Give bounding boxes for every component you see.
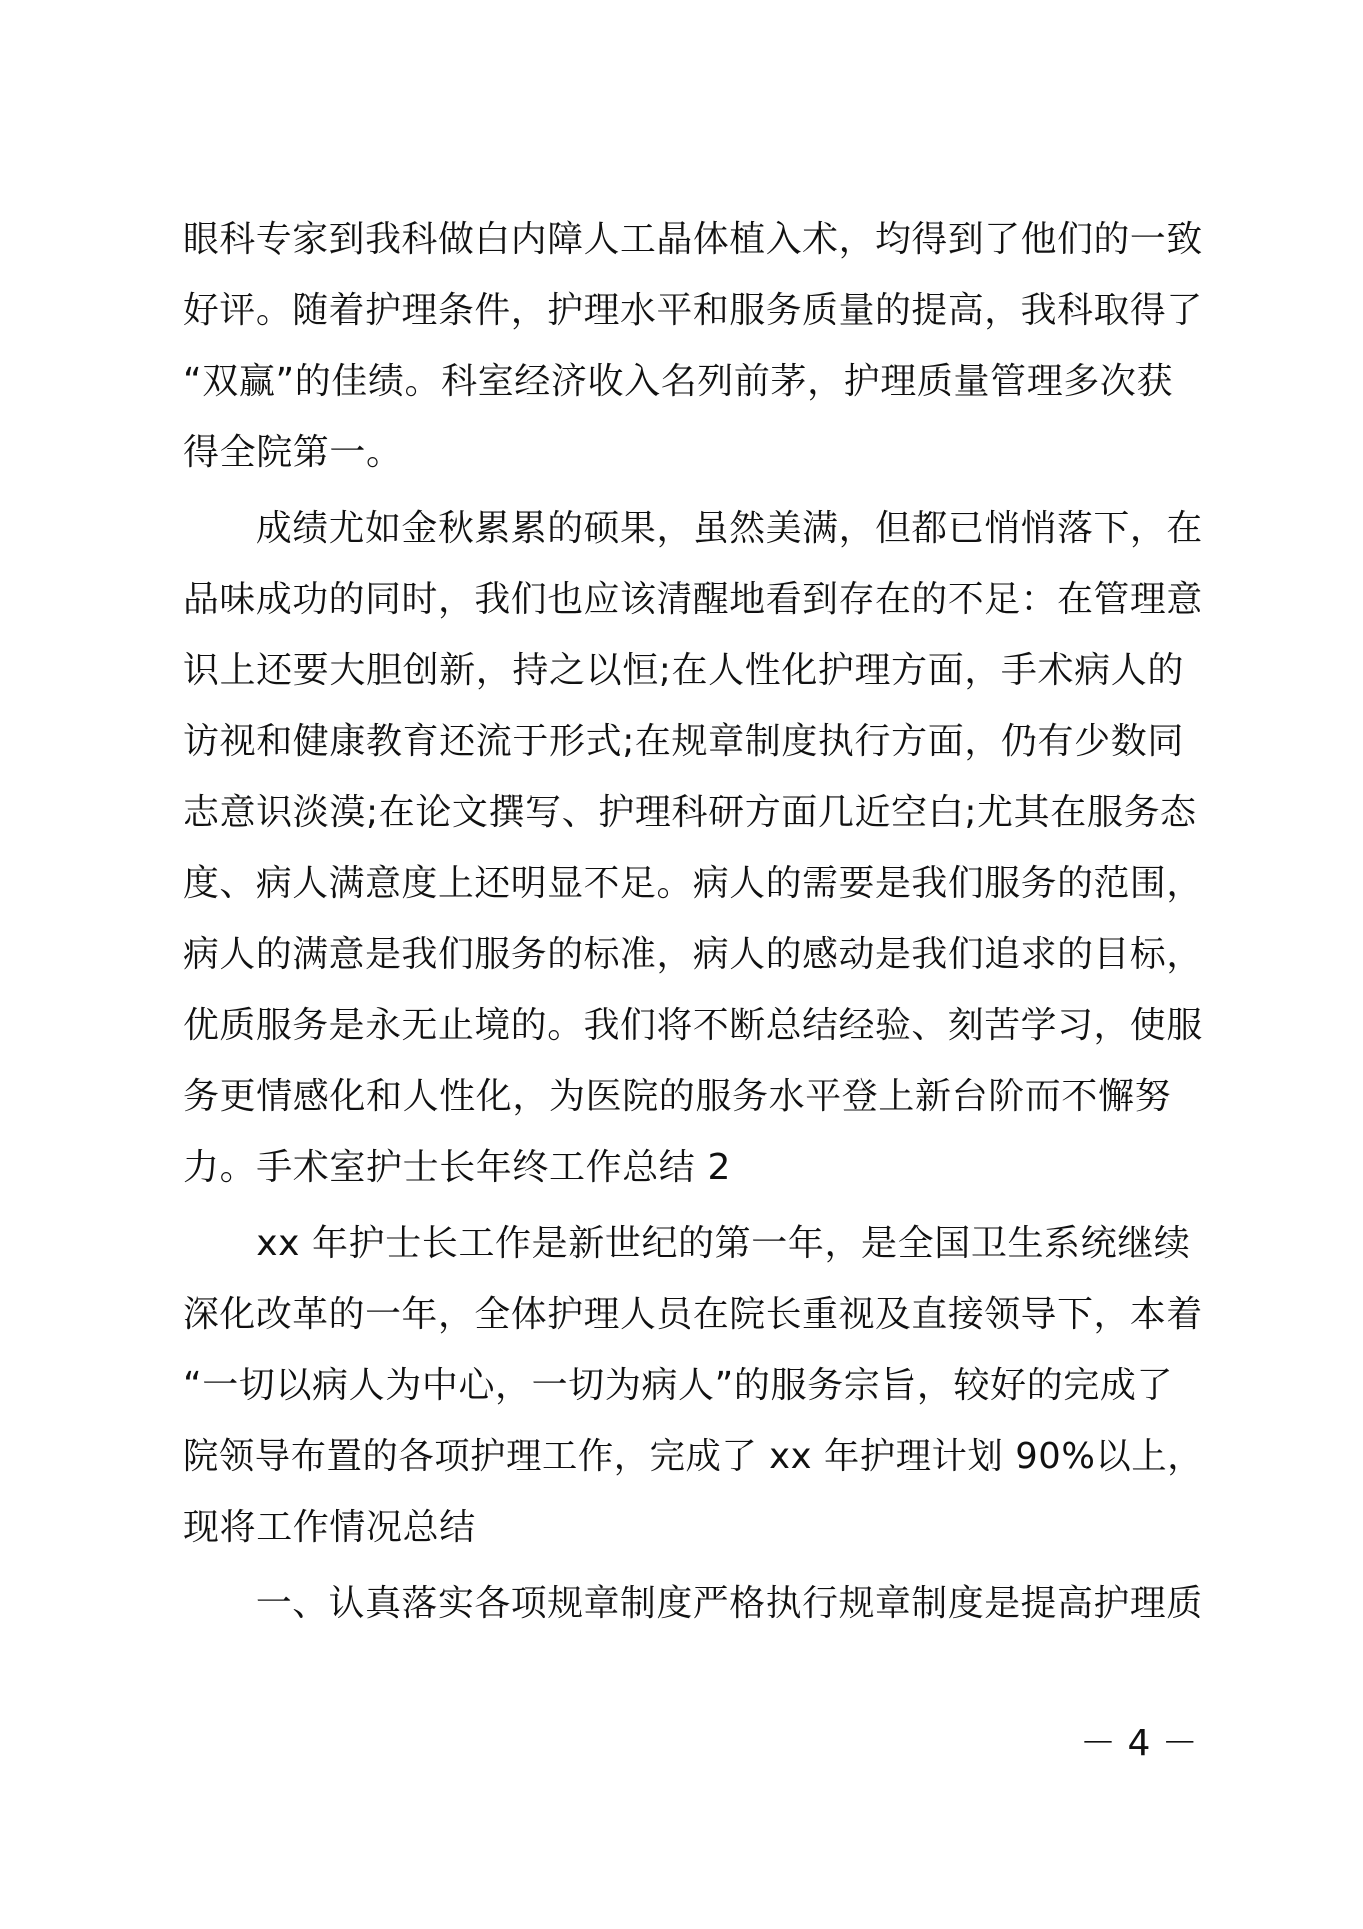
text-line: xx 年护士长工作是新世纪的第一年，是全国卫生系统继续 <box>183 1223 1191 1264</box>
text-line: 深化改革的一年，全体护理人员在院长重视及直接领导下，本着 <box>183 1294 1203 1335</box>
text-line: 志意识淡漠;在论文撰写、护理科研方面几近空白;尤其在服务态 <box>183 792 1197 833</box>
text-line: 品味成功的同时，我们也应该清醒地看到存在的不足：在管理意 <box>183 579 1203 620</box>
text-line: “一切以病人为中心，一切为病人”的服务宗旨，较好的完成了 <box>183 1365 1174 1406</box>
text-line: 一、认真落实各项规章制度严格执行规章制度是提高护理质 <box>183 1583 1203 1624</box>
text-line: 院领导布置的各项护理工作，完成了 xx 年护理计划 90%以上， <box>183 1436 1204 1477</box>
text-line: 病人的满意是我们服务的标准，病人的感动是我们追求的目标， <box>183 934 1203 975</box>
text-line: 力。手术室护士长年终工作总结 2 <box>183 1147 731 1188</box>
text-line: 务更情感化和人性化，为医院的服务水平登上新台阶而不懈努 <box>183 1076 1172 1117</box>
text-line: 现将工作情况总结 <box>183 1507 476 1548</box>
text-line: 得全院第一。 <box>183 432 403 473</box>
text-line: 度、病人满意度上还明显不足。病人的需要是我们服务的范围， <box>183 863 1203 904</box>
text-line: 识上还要大胆创新，持之以恒;在人性化护理方面，手术病人的 <box>183 650 1184 691</box>
page-number: － 4 － <box>1080 1723 1198 1764</box>
text-line: “双赢”的佳绩。科室经济收入名列前茅，护理质量管理多次获 <box>183 361 1174 402</box>
text-line: 访视和健康教育还流于形式;在规章制度执行方面，仍有少数同 <box>183 721 1184 762</box>
text-line: 好评。随着护理条件，护理水平和服务质量的提高，我科取得了 <box>183 290 1203 331</box>
text-line: 优质服务是永无止境的。我们将不断总结经验、刻苦学习，使服 <box>183 1005 1203 1046</box>
text-line: 成绩尤如金秋累累的硕果，虽然美满，但都已悄悄落下，在 <box>183 508 1203 549</box>
text-line: 眼科专家到我科做白内障人工晶体植入术，均得到了他们的一致 <box>183 219 1203 260</box>
